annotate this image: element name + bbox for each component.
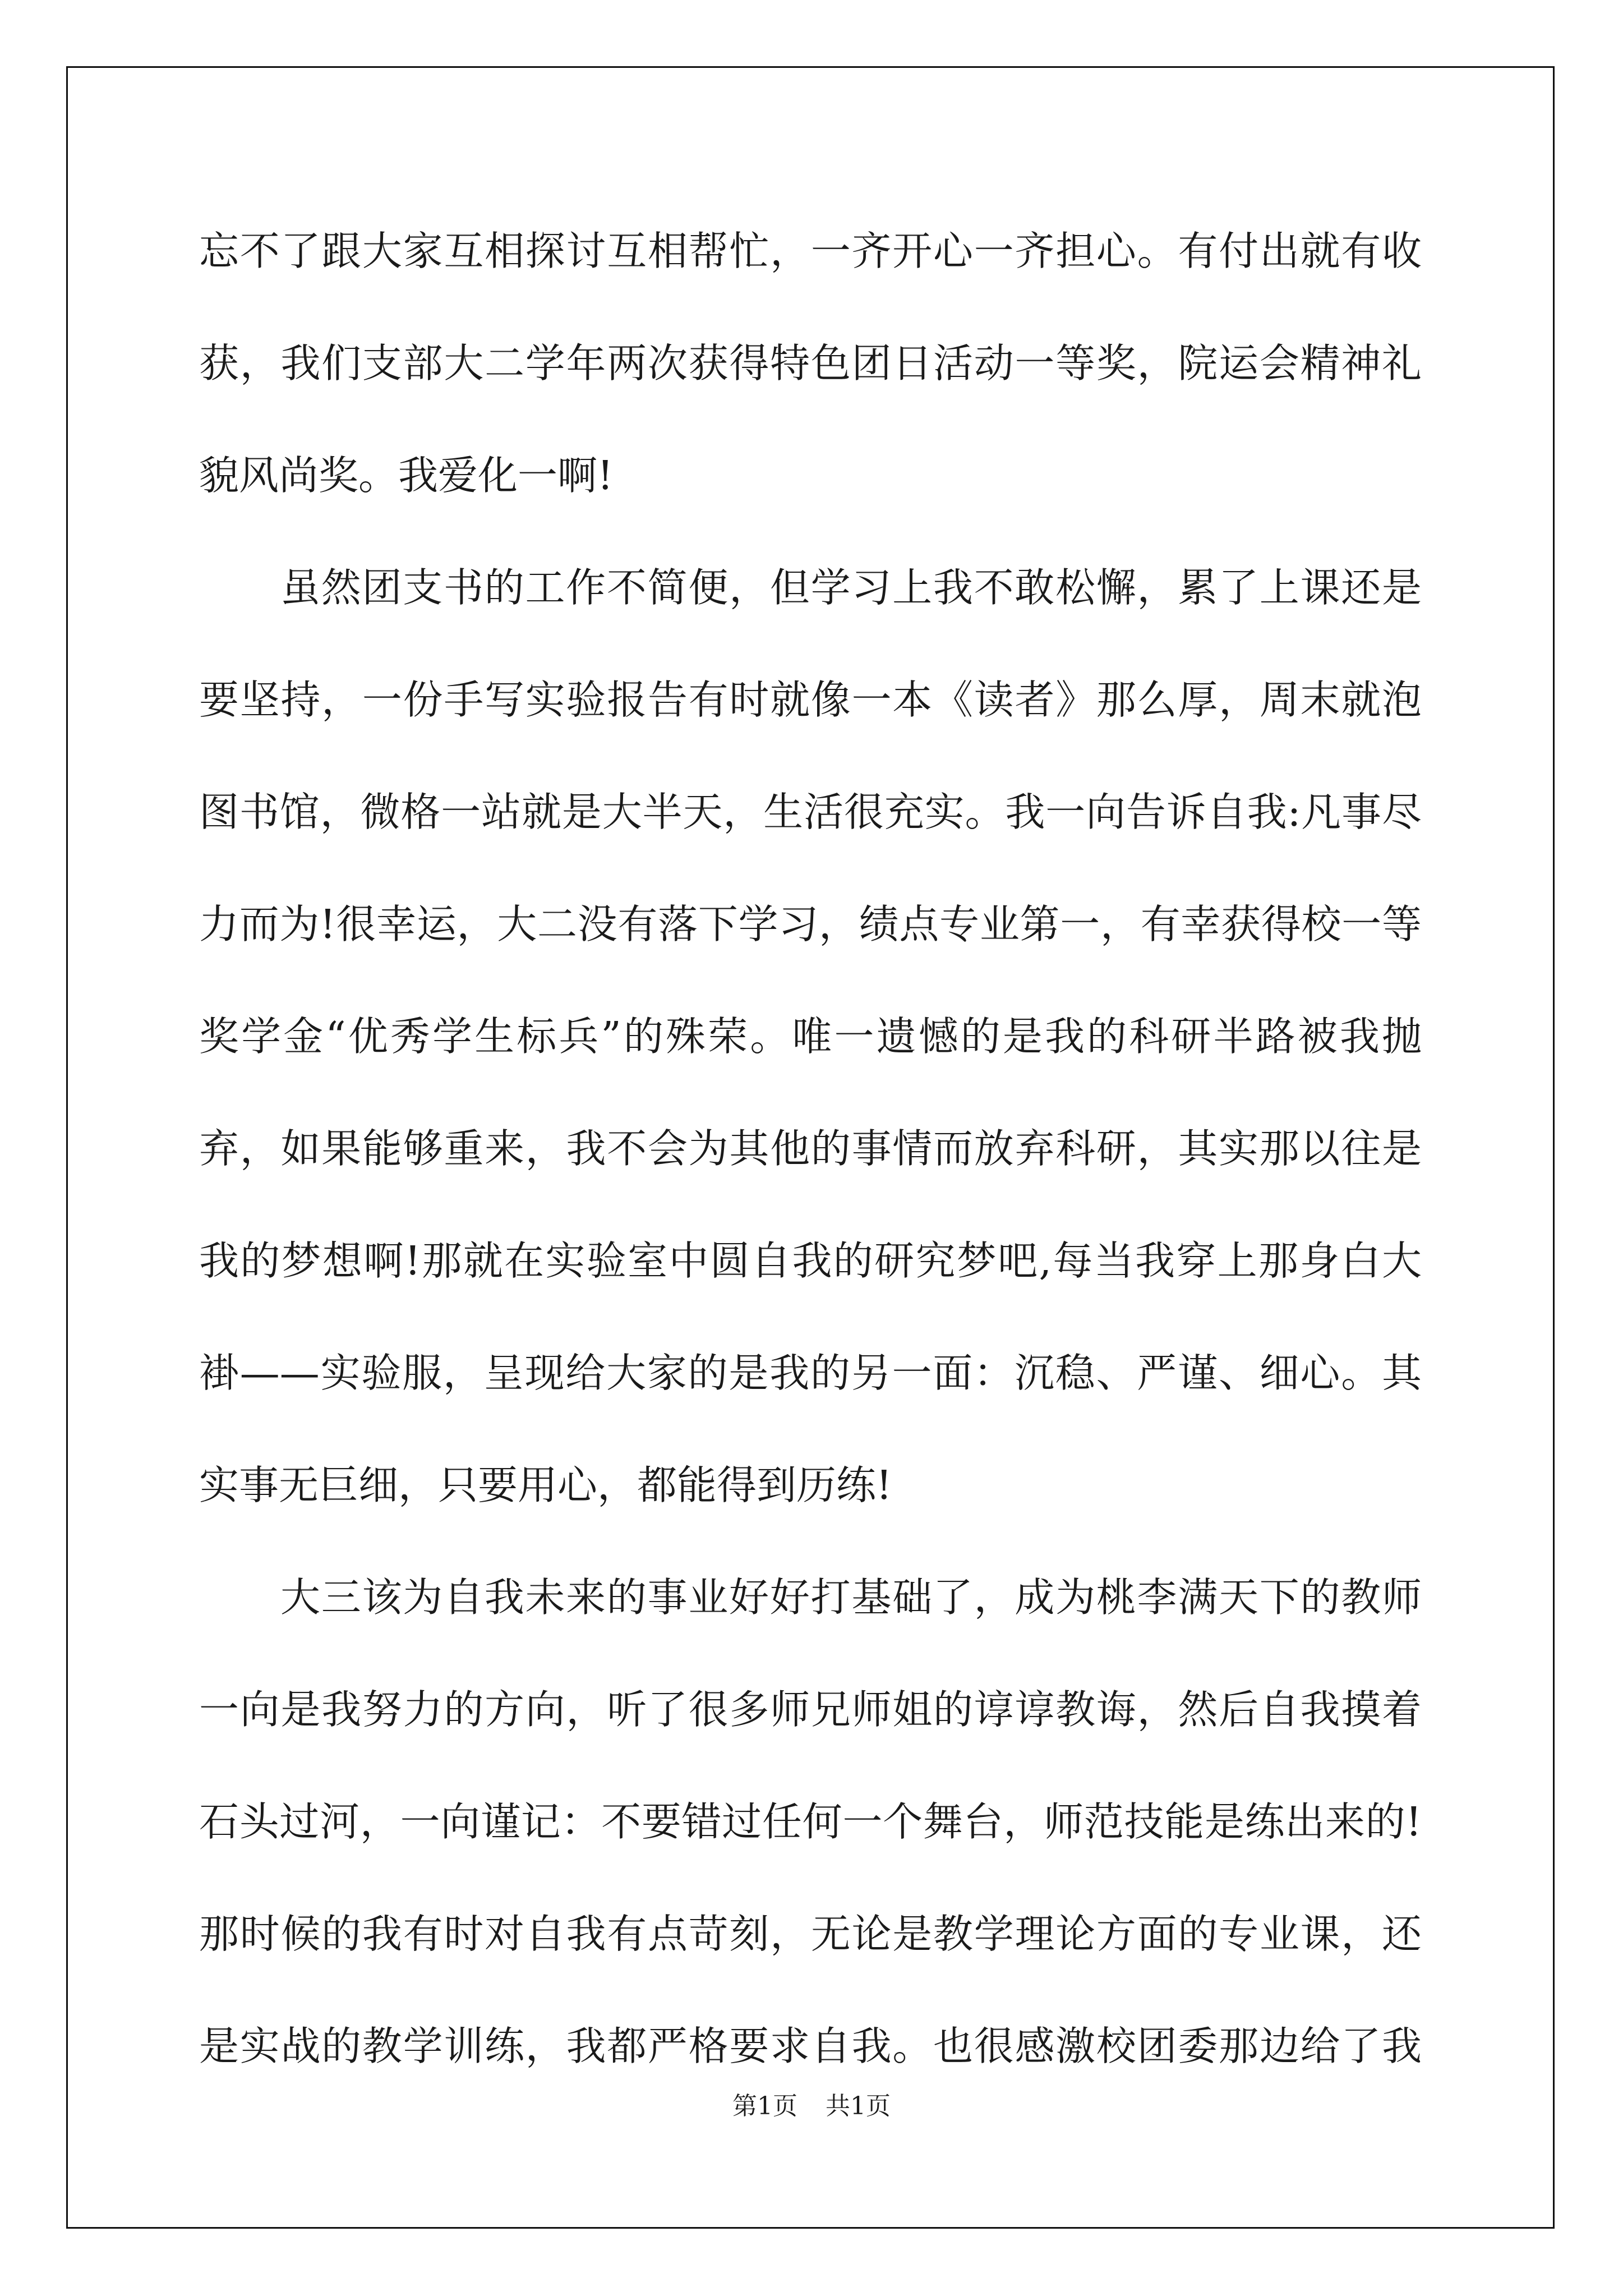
paragraph-2-line-6: 弃，如果能够重来，我不会为其他的事情而放弃科研，其实那以往是 — [199, 1125, 1422, 1172]
paragraph-2-line-8: 褂——实验服，呈现给大家的是我的另一面：沉稳、严谨、细心。其 — [199, 1350, 1422, 1396]
page-footer — [0, 2086, 1623, 2122]
page-number: 第1页 — [732, 2092, 797, 2120]
paragraph-2-line-4: 力而为!很幸运，大二没有落下学习，绩点专业第一，有幸获得校一等 — [199, 901, 1422, 947]
paragraph-3-line-5: 是实战的教学训练，我都严格要求自我。也很感激校团委那边给了我 — [199, 2023, 1422, 2069]
paragraph-3-line-3: 石头过河，一向谨记：不要错过任何一个舞台，师范技能是练出来的! — [199, 1798, 1422, 1845]
paragraph-3-line-1: 大三该为自我未来的事业好好打基础了，成为桃李满天下的教师 — [280, 1574, 1422, 1621]
paragraph-3-line-4: 那时候的我有时对自我有点苛刻，无论是教学理论方面的专业课，还 — [199, 1911, 1422, 1957]
paragraph-2-line-1: 虽然团支书的工作不简便，但学习上我不敢松懈，累了上课还是 — [280, 564, 1422, 611]
paragraph-2-line-9: 实事无巨细，只要用心，都能得到历练! — [199, 1462, 892, 1508]
paragraph-1-line-3: 貌风尚奖。我爱化一啊! — [199, 452, 614, 499]
paragraph-2-line-7: 我的梦想啊!那就在实验室中圆自我的研究梦吧,每当我穿上那身白大 — [199, 1237, 1422, 1284]
paragraph-1-line-2: 获，我们支部大二学年两次获得特色团日活动一等奖，院运会精神礼 — [199, 340, 1422, 386]
paragraph-3-line-2: 一向是我努力的方向，听了很多师兄师姐的谆谆教诲，然后自我摸着 — [199, 1686, 1422, 1733]
paragraph-2-line-5: 奖学金“优秀学生标兵”的殊荣。唯一遗憾的是我的科研半路被我抛 — [199, 1013, 1422, 1060]
paragraph-1-line-1: 忘不了跟大家互相探讨互相帮忙，一齐开心一齐担心。有付出就有收 — [199, 228, 1422, 274]
page-total: 共1页 — [826, 2092, 891, 2120]
paragraph-2-line-3: 图书馆，微格一站就是大半天，生活很充实。我一向告诉自我:凡事尽 — [199, 789, 1422, 835]
paragraph-2-line-2: 要坚持，一份手写实验报告有时就像一本《读者》那么厚，周末就泡 — [199, 677, 1422, 723]
